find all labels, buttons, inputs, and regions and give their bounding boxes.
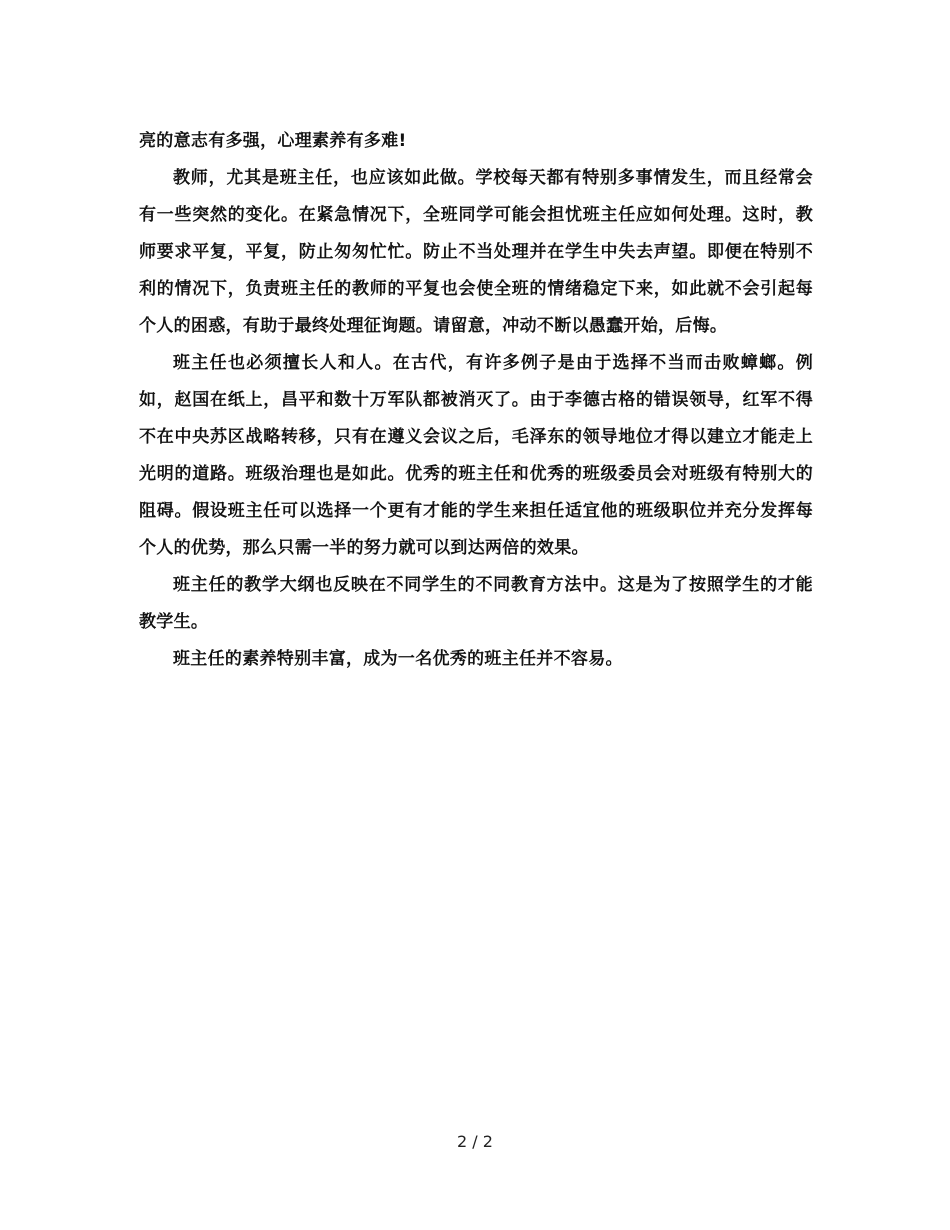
page-number: 2 / 2	[457, 1132, 493, 1151]
paragraph-3: 班主任也必须擅长人和人。在古代，有许多例子是由于选择不当而击败蟑螂。例如，赵国在纸上，昌平和数十万军队都被消灭了。由于李德古格的错误领导，红军不得不在中央苏区战略转移，只有在遵义会议之后，毛泽东的领导地位才得以建立才能走上光明的道路。班级治理也是如此。优秀的班主任和优秀的班级委员会对班级有特别大的阻碍。假设班主任可以选择一个更有才能的学生来担任适宜他的班级职位并充分发挥每个人的优势，那么只需一半的努力就可以到达两倍的效果。	[139, 353, 813, 558]
paragraph-2: 教师，尤其是班主任，也应该如此做。学校每天都有特别多事情发生，而且经常会有一些突然的变化。在紧急情况下，全班同学可能会担忧班主任应如何处理。这时，教师要求平复，平复，防止匆匆忙忙。防止不当处理并在学生中失去声望。即便在特别不利的情况下，负责班主任的教师的平复也会使全班的情绪稳定下来，如此就不会引起每个人的困惑，有助于最终处理征询题。请留意，冲动不断以愚蠢开始，后悔。	[139, 168, 813, 336]
document-body	[139, 123, 813, 678]
paragraph-5: 班主任的素养特别丰富，成为一名优秀的班主任并不容易。	[173, 649, 623, 669]
paragraph-4: 班主任的教学大纲也反映在不同学生的不同教育方法中。这是为了按照学生的才能教学生。	[139, 575, 813, 632]
paragraph-1: 亮的意志有多强，心理素养有多难!	[139, 131, 407, 151]
